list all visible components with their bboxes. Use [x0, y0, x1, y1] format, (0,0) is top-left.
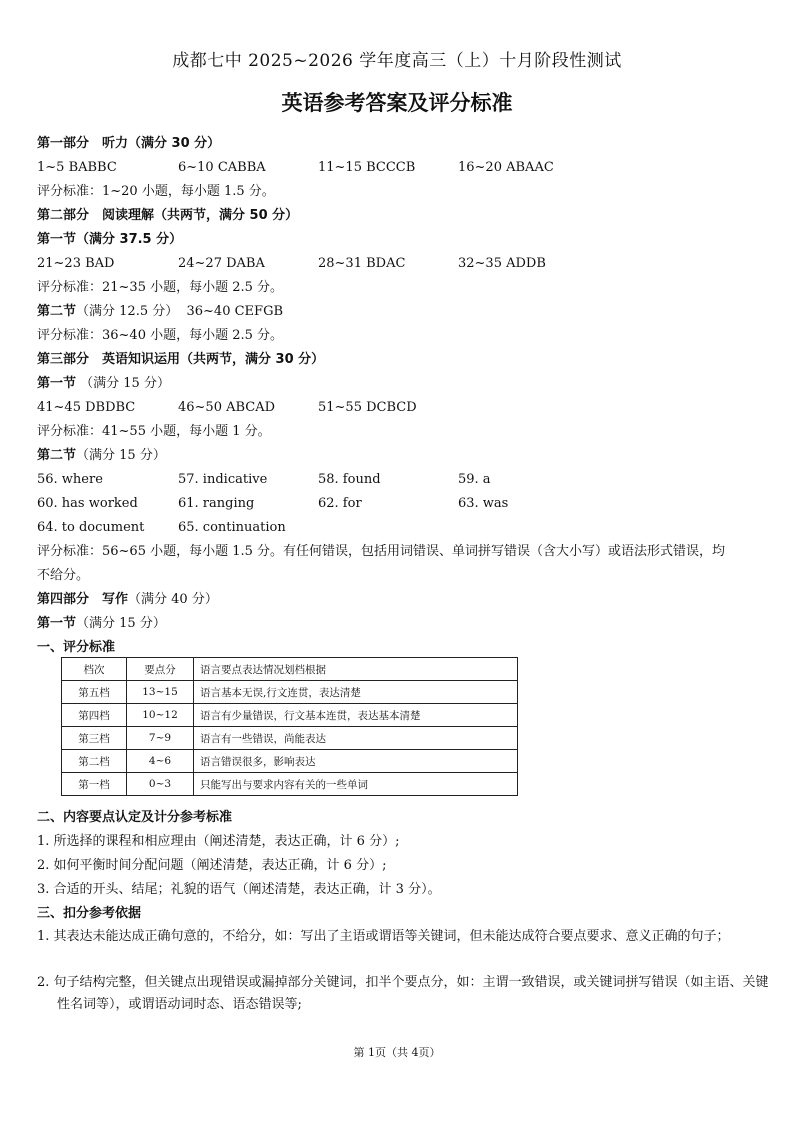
- table-cell: 语言有一些错误，尚能表达: [194, 727, 518, 750]
- table-header-cell: 档次: [62, 658, 127, 681]
- deduction-item: 1. 其表达未能达成正确句意的，不给分，如：写出了主语或谓语等关键词，但未能达成符合要点要求、意义正确的句子；: [37, 929, 730, 944]
- table-row: [62, 727, 518, 750]
- content-point: 2. 如何平衡时间分配问题（阐述清楚，表达正确，计 6 分）;: [37, 858, 387, 873]
- scoring-standard: 评分标准：36~40 小题，每小题 2.5 分。: [37, 328, 284, 343]
- answer-group: 1~5 BABBC: [37, 160, 117, 175]
- table-cell: 13~15: [127, 681, 194, 704]
- scoring-standard: 评分标准：41~55 小题，每小题 1 分。: [37, 424, 271, 439]
- table-cell: 第三档: [62, 727, 127, 750]
- exam-title: 成都七中 2025~2026 学年度高三（上）十月阶段性测试: [172, 51, 622, 71]
- answer-item: 61. ranging: [178, 496, 255, 511]
- scoring-standard: 评分标准：1~20 小题，每小题 1.5 分。: [37, 184, 275, 199]
- part4-heading: 第四部分 写作（满分 40 分）: [37, 592, 218, 607]
- table-cell: 语言有少量错误，行文基本连贯，表达基本清楚: [194, 704, 518, 727]
- answer-item: 63. was: [458, 496, 509, 511]
- table-row: [62, 681, 518, 704]
- part2-heading: 第二部分 阅读理解（共两节，满分 50 分）: [37, 208, 299, 223]
- part3-heading: 第三部分 英语知识运用（共两节，满分 30 分）: [37, 352, 325, 367]
- deduction-heading: 三、扣分参考依据: [37, 906, 142, 921]
- table-cell: 第四档: [62, 704, 127, 727]
- section-heading: 第一节 （满分 15 分）: [37, 376, 170, 391]
- table-row: [62, 704, 518, 727]
- answer-group: 16~20 ABAAC: [458, 160, 554, 175]
- answer-group: 28~31 BDAC: [318, 256, 406, 271]
- table-header-row: [62, 658, 518, 681]
- section-heading: 第二节（满分 12.5 分） 36~40 CEFGB: [37, 304, 284, 319]
- answer-group: 6~10 CABBA: [178, 160, 266, 175]
- answer-group: 46~50 ABCAD: [178, 400, 276, 415]
- page-number: 第 1页（共 4页）: [353, 1046, 441, 1059]
- grading-table: [61, 657, 518, 796]
- answer-item: 57. indicative: [178, 472, 268, 487]
- section-heading: 第二节（满分 15 分）: [37, 448, 166, 463]
- table-cell: 语言基本无误,行文连贯，表达清楚: [194, 681, 518, 704]
- table-cell: 0~3: [127, 773, 194, 796]
- table-cell: 4~6: [127, 750, 194, 773]
- table-cell: 第五档: [62, 681, 127, 704]
- answer-item: 64. to document: [37, 520, 145, 535]
- answer-item: 65. continuation: [178, 520, 286, 535]
- scoring-standard-continued: 不给分。: [37, 568, 90, 583]
- answer-item: 60. has worked: [37, 496, 138, 511]
- points-heading: 二、内容要点认定及计分参考标准: [37, 810, 233, 825]
- answer-group: 32~35 ADDB: [458, 256, 546, 271]
- answer-group: 51~55 DCBCD: [318, 400, 417, 415]
- answer-item: 62. for: [318, 496, 362, 511]
- table-header-cell: 要点分: [127, 658, 194, 681]
- table-cell: 第二档: [62, 750, 127, 773]
- answer-item: 56. where: [37, 472, 103, 487]
- table-cell: 7~9: [127, 727, 194, 750]
- table-cell: 第一档: [62, 773, 127, 796]
- answer-item: 59. a: [458, 472, 491, 487]
- table-header-cell: 语言要点表达情况划档根据: [194, 658, 518, 681]
- answer-item: 58. found: [318, 472, 381, 487]
- answer-group: 24~27 DABA: [178, 256, 265, 271]
- answer-group: 11~15 BCCCB: [318, 160, 416, 175]
- table-cell: 只能写出与要求内容有关的一些单词: [194, 773, 518, 796]
- table-cell: 语言错误很多，影响表达: [194, 750, 518, 773]
- scoring-standard: 评分标准：56~65 小题，每小题 1.5 分。有任何错误，包括用词错误、单词拼写错误（含大小写）或语法形式错误，均: [37, 544, 726, 559]
- criteria-heading: 一、评分标准: [37, 640, 116, 655]
- scoring-standard: 评分标准：21~35 小题，每小题 2.5 分。: [37, 280, 284, 295]
- content-point: 1. 所选择的课程和相应理由（阐述清楚，表达正确，计 6 分）;: [37, 834, 400, 849]
- content-point: 3. 合适的开头、结尾；礼貌的语气（阐述清楚，表达正确，计 3 分）。: [37, 882, 441, 897]
- table-cell: 10~12: [127, 704, 194, 727]
- table-row: [62, 773, 518, 796]
- answer-group: 21~23 BAD: [37, 256, 115, 271]
- document-title: 英语参考答案及评分标准: [281, 91, 513, 115]
- section-heading: 第一节（满分 37.5 分）: [37, 232, 183, 247]
- part1-heading: 第一部分 听力（满分 30 分）: [37, 136, 221, 151]
- deduction-item: 2. 句子结构完整，但关键点出现错误或漏掉部分关键词，扣半个要点分，如：主谓一致错误，或关键词拼写错误（如主语、关键性名词等），或谓语动词时态、语态错误等;: [37, 975, 769, 1012]
- section-heading: 第一节（满分 15 分）: [37, 616, 166, 631]
- answer-group: 41~45 DBDBC: [37, 400, 136, 415]
- table-row: [62, 750, 518, 773]
